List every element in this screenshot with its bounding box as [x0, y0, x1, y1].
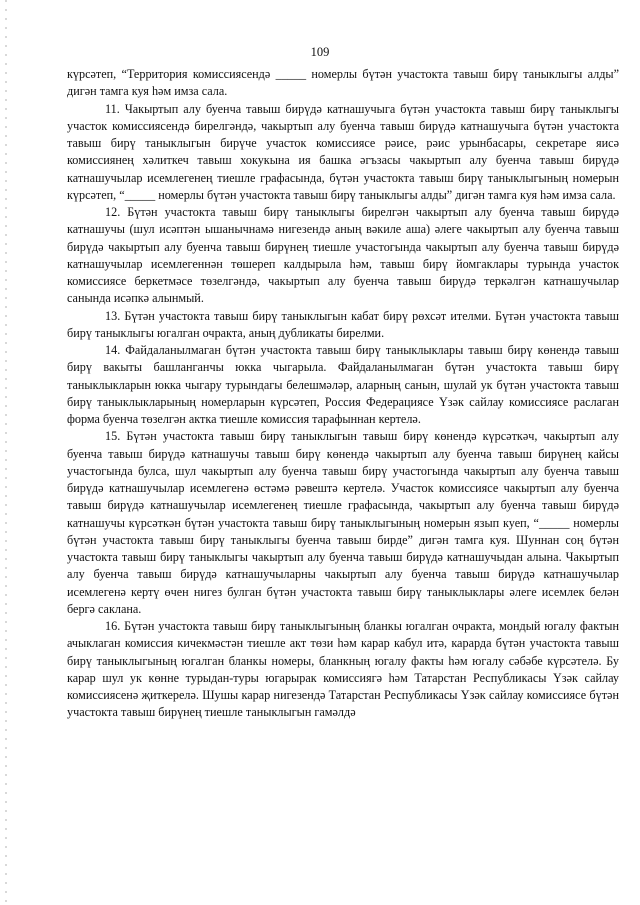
paragraph-13: 13. Бүтән участокта тавыш бирү таныклыгын кабат бирү рөхсәт ителми. Бүтән участокта тавыш бирү таныклыгы югалган очракта, аның дубликаты бирелми. [67, 308, 619, 340]
paragraph-16: 16. Бүтән участокта тавыш бирү таныклыгының бланкы югалган очракта, мондый югалу фактын ачыклаган комиссия кичекмәстән тиешле акт төзи һәм карар кабул итә, карарда бүтән участокта тавыш бирү таныклыгының югалган бланкы номеры, бланкның югалу факты һәм югалу сәбәбе күрсәтелә. Бу карар шул ук көнне турыдан-туры югарырак комиссиягә һәм Татарстан Республикасы Үзәк сайлау комиссиясенә җиткерелә. Шушы карар нигезендә Татарстан Республикасы Үзәк сайлау комиссиясе бүтән участокта тавыш бирүнең тиешле таныклыгын гамәлдә [67, 619, 619, 720]
paragraph-12: 12. Бүтән участокта тавыш бирү таныклыгы бирелгән чакыртып алу буенча тавыш бирүдә катнашучы (шул исәптән ышанычнамә нигезендә аның вәкиле аша) әлеге чакыртып алу буенча тавыш бирүдә чакыртып алу буенча тавыш бирүнең тиешле участогында чакыртып алу буенча тавыш бирүдә катнашучылар исемлегеннән төшереп калдырыла һәм, тавыш бирү йомгаклары турында участок комиссиясе беркетмәсе төзелгәндә, чакыртып алу буенча тавыш бирүдә теркәлгән катнашучылар санында исәпкә алынмый. [67, 205, 619, 306]
page-number: 109 [310, 45, 330, 59]
paragraph-15: 15. Бүтән участокта тавыш бирү таныклыгын тавыш бирү көнендә күрсәткәч, чакыртып алу буенча тавыш бирүдә катнашучы тавыш бирү көнендә чакыртып алу буенча тавыш бирүнең кайсы участогында булса, шул чакыртып алу буенча тавыш бирү участогында чакыртып алу буенча тавыш бирүдә катнашучылар исемлегенә өстәмә рәвештә кертелә. Участок комиссиясе чакыртып алу буенча тавыш бирүдә катнашучылар исемлегенең тиешле графасында, чакыртып алу буенча тавыш бирүдә катнашучы күрсәткән бүтән участокта тавыш бирү таныклыгының номерын язып куеп, “_____ номерлы бүтән участокта тавыш бирү таныклыгы буенча тавыш бирде” дигән тамга куя. Шуннан соң бүтән участокта тавыш бирү таныклыгы чакыртып алу буенча тавыш бирүдә катнашучыдан алына. Чакыртып алу буенча тавыш бирүдә катнашучыларны чакыртып алу буенча тавыш бирүдә катнашучылар исемлегенә кертү өчен нигез булган бүтән участокта тавыш бирү таныклыклары әлеге исемлек белән бергә саклана. [67, 429, 619, 616]
document-body [67, 66, 619, 722]
scan-edge-marks [5, 0, 7, 905]
paragraph-14: 14. Файдаланылмаган бүтән участокта тавыш бирү таныклыклары тавыш бирү көнендә тавыш бирү вакыты башланганчы юкка чыгарыла. Файдаланылмаган бүтән участокта тавыш бирү таныклыкларын юкка чыгару турындагы белешмәләр, аларның санын, шулай ук бүтән участокта тавыш бирү таныклыкларының номерларын күрсәтеп, Россия Федерациясе Үзәк сайлау комиссиясе раслаган форма буенча төзелгән актка тиешле комиссия тарафыннан кертелә. [67, 343, 619, 426]
paragraph-continuation: күрсәтеп, “Территория комиссиясендә _____ номерлы бүтән участокта тавыш бирү таныклыгы алды” дигән тамга куя һәм имза сала. [67, 67, 619, 99]
paragraph-11: 11. Чакыртып алу буенча тавыш бирүдә катнашучыга бүтән участокта тавыш бирү таныклыгы участок комиссиясендә бирелгәндә, чакыртып алу буенча тавыш бирүдә катнашучыга бүтән участокта тавыш бирү таныклыгын бирүче участок комиссиясе рәисе, рәис урынбасары, секретаре яисә комиссиянең хәлиткеч тавыш хокукына ия башка әгъзасы чакыртып алу буенча тавыш бирүдә катнашучылар исемлегенең тиешле графасында, бүтән участокта тавыш бирү таныклыгының номерын күрсәтеп, “_____ номерлы бүтән участокта тавыш бирү таныклыгы алды” дигән тамга куя һәм имза сала. [67, 101, 619, 202]
